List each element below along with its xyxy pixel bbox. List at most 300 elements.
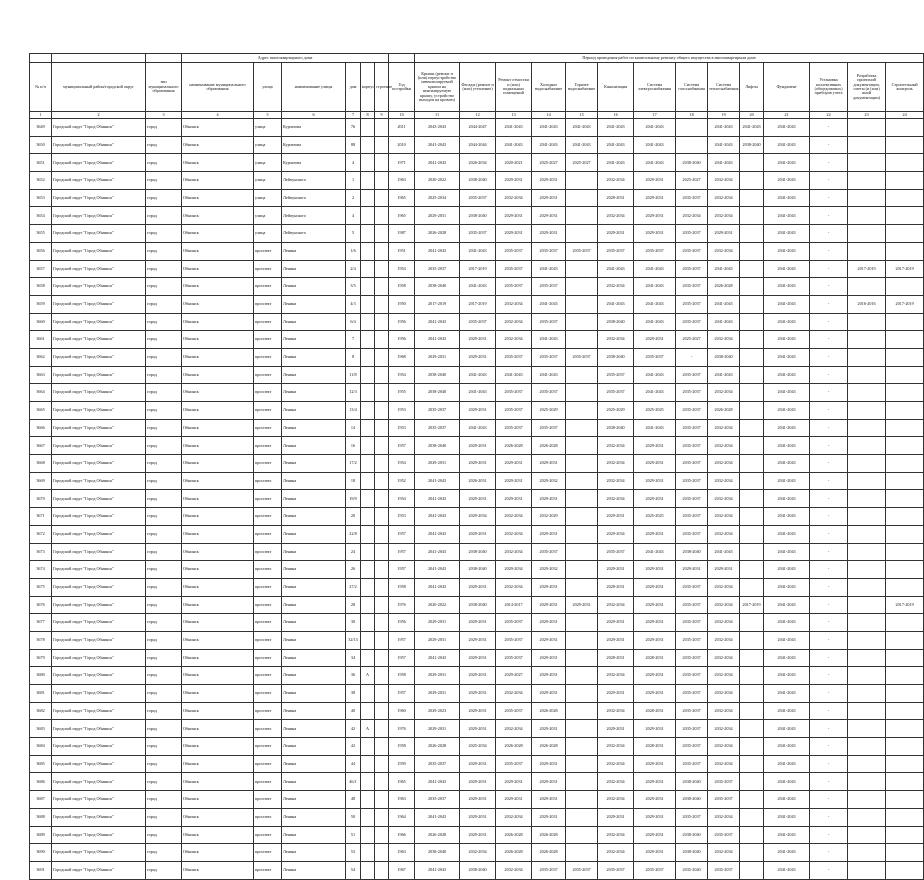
- table-cell: город: [146, 508, 182, 526]
- table-cell: [375, 755, 389, 773]
- table-cell: [848, 614, 886, 632]
- table-cell: [566, 543, 598, 561]
- table-cell: [886, 154, 924, 172]
- table-cell: [886, 508, 924, 526]
- table-cell: [886, 437, 924, 455]
- table-cell: 2035-2037: [496, 242, 532, 260]
- table-cell: город: [146, 472, 182, 490]
- table-cell: 2032-2034: [708, 437, 740, 455]
- table-cell: город: [146, 419, 182, 437]
- table-cell: [375, 260, 389, 278]
- table-row: [30, 596, 924, 614]
- table-cell: 40: [346, 702, 361, 720]
- table-cell: 3685: [30, 755, 52, 773]
- table-cell: 2035-2037: [496, 614, 532, 632]
- table-cell: -: [810, 614, 848, 632]
- table-cell: 2026-2034: [460, 154, 496, 172]
- table-cell: 3656: [30, 242, 52, 260]
- table-cell: 2035-2037: [566, 348, 598, 366]
- column-header: Ремонт отмостки и (или) подвальных помещений: [496, 63, 532, 112]
- table-cell: 2038-2040: [676, 154, 708, 172]
- table-cell: 2041-2043: [415, 773, 460, 791]
- table-cell: 2041-2043: [415, 490, 460, 508]
- table-cell: проспект: [254, 348, 282, 366]
- table-cell: город: [146, 384, 182, 402]
- table-cell: 2029-2031: [634, 578, 676, 596]
- table-cell: 3688: [30, 808, 52, 826]
- table-cell: 2032-2034: [708, 702, 740, 720]
- table-row: [30, 136, 924, 154]
- table-cell: 3671: [30, 508, 52, 526]
- table-cell: 50: [346, 808, 361, 826]
- table-cell: [886, 490, 924, 508]
- table-cell: 2041-2043: [415, 508, 460, 526]
- table-cell: Ленина: [282, 702, 346, 720]
- table-cell: 2032-2034: [708, 631, 740, 649]
- table-cell: 2029-2031: [460, 490, 496, 508]
- table-row: [30, 808, 924, 826]
- table-cell: 2041-2043: [764, 720, 810, 738]
- table-cell: 2041-2043: [764, 631, 810, 649]
- table-cell: 2029-2031: [634, 667, 676, 685]
- table-cell: 46/1: [346, 773, 361, 791]
- table-cell: [848, 366, 886, 384]
- table-cell: Обнинск: [182, 525, 254, 543]
- table-cell: 2032-2034: [708, 172, 740, 190]
- table-cell: 2029-2031: [598, 631, 634, 649]
- table-cell: Обнинск: [182, 242, 254, 260]
- table-cell: [566, 384, 598, 402]
- column-header: Строительный контроль: [886, 63, 924, 112]
- table-cell: 2041-2043: [764, 313, 810, 331]
- table-cell: 2017-2019: [848, 260, 886, 278]
- table-cell: 2032-2034: [460, 844, 496, 862]
- table-cell: проспект: [254, 490, 282, 508]
- table-cell: улица: [254, 119, 282, 137]
- table-cell: -: [810, 720, 848, 738]
- table-cell: [886, 720, 924, 738]
- table-cell: [375, 295, 389, 313]
- table-cell: город: [146, 702, 182, 720]
- table-cell: 2043-2043: [415, 119, 460, 137]
- table-cell: 2041-2043: [634, 119, 676, 137]
- table-cell: 2035-2037: [598, 366, 634, 384]
- table-cell: 3660: [30, 313, 52, 331]
- table-cell: [886, 384, 924, 402]
- table-cell: [361, 578, 375, 596]
- table-cell: 3686: [30, 773, 52, 791]
- table-cell: город: [146, 614, 182, 632]
- table-cell: город: [146, 738, 182, 756]
- table-cell: 2020-2021: [496, 154, 532, 172]
- table-cell: Обнинск: [182, 225, 254, 243]
- table-cell: 2041-2043: [598, 136, 634, 154]
- table-cell: [375, 455, 389, 473]
- table-cell: 2035-2037: [496, 649, 532, 667]
- table-cell: 1966: [389, 826, 415, 844]
- table-cell: город: [146, 720, 182, 738]
- table-cell: 2035-2037: [634, 348, 676, 366]
- table-cell: Городской округ "Город Обнинск": [52, 543, 146, 561]
- table-cell: [375, 331, 389, 349]
- table-cell: 20: [346, 508, 361, 526]
- table-cell: 2041-2043: [532, 119, 566, 137]
- table-cell: 3649: [30, 119, 52, 137]
- table-row: [30, 755, 924, 773]
- table-cell: [848, 331, 886, 349]
- table-cell: 2029-2031: [634, 437, 676, 455]
- table-cell: 2041-2043: [764, 561, 810, 579]
- table-cell: 2041-2043: [708, 136, 740, 154]
- table-cell: [566, 702, 598, 720]
- table-cell: проспект: [254, 631, 282, 649]
- table-row: [30, 331, 924, 349]
- table-cell: 2041-2043: [598, 260, 634, 278]
- table-cell: 2035-2037: [415, 755, 460, 773]
- table-cell: 1: [346, 172, 361, 190]
- table-cell: Городской округ "Город Обнинск": [52, 561, 146, 579]
- table-cell: 2029-2031: [634, 844, 676, 862]
- table-cell: -: [810, 808, 848, 826]
- table-cell: [375, 738, 389, 756]
- table-cell: проспект: [254, 313, 282, 331]
- table-cell: город: [146, 844, 182, 862]
- table-cell: Городской округ "Город Обнинск": [52, 649, 146, 667]
- table-cell: город: [146, 525, 182, 543]
- table-cell: 48: [346, 791, 361, 809]
- table-cell: Городской округ "Город Обнинск": [52, 631, 146, 649]
- table-cell: [361, 561, 375, 579]
- table-cell: 2032-2034: [708, 331, 740, 349]
- table-cell: 2029-2031: [496, 472, 532, 490]
- table-cell: 2029-2031: [460, 525, 496, 543]
- table-cell: 2032-2034: [598, 844, 634, 862]
- table-cell: город: [146, 295, 182, 313]
- table-cell: 2041-2043: [764, 402, 810, 420]
- table-cell: 2041-2043: [764, 154, 810, 172]
- table-row: [30, 508, 924, 526]
- table-cell: проспект: [254, 596, 282, 614]
- table-cell: [740, 278, 764, 296]
- table-cell: Городской округ "Город Обнинск": [52, 225, 146, 243]
- table-cell: -: [810, 278, 848, 296]
- table-cell: 2041-2043: [764, 702, 810, 720]
- table-cell: -: [810, 455, 848, 473]
- table-cell: 2041-2043: [634, 154, 676, 172]
- table-cell: [740, 402, 764, 420]
- table-cell: 2025-2027: [676, 172, 708, 190]
- table-cell: 2035-2037: [676, 755, 708, 773]
- table-cell: 4: [346, 154, 361, 172]
- table-cell: [566, 738, 598, 756]
- table-cell: -: [810, 419, 848, 437]
- table-cell: [740, 508, 764, 526]
- table-cell: [740, 472, 764, 490]
- table-row: [30, 207, 924, 225]
- column-number: 18: [676, 112, 708, 119]
- table-cell: 2032-2034: [496, 508, 532, 526]
- table-cell: [848, 543, 886, 561]
- table-cell: -: [810, 543, 848, 561]
- table-cell: 2025-2029: [598, 402, 634, 420]
- table-cell: [566, 207, 598, 225]
- column-number: 4: [182, 112, 254, 119]
- table-cell: [848, 348, 886, 366]
- table-cell: 2035-2037: [676, 472, 708, 490]
- table-cell: 2041-2043: [764, 649, 810, 667]
- table-cell: 2028-2031: [634, 738, 676, 756]
- table-cell: -: [810, 844, 848, 862]
- table-cell: [566, 225, 598, 243]
- table-cell: 2041-2043: [764, 189, 810, 207]
- table-row: [30, 348, 924, 366]
- table-row: [30, 172, 924, 190]
- table-cell: [848, 702, 886, 720]
- table-cell: 2029-2031: [634, 596, 676, 614]
- table-cell: 2041-2043: [764, 738, 810, 756]
- table-cell: 2038-2040: [708, 348, 740, 366]
- table-cell: 2032-2034: [598, 773, 634, 791]
- table-cell: 2029-2031: [460, 331, 496, 349]
- table-cell: 3681: [30, 685, 52, 703]
- table-cell: 2041-2043: [532, 295, 566, 313]
- column-header: Фундамент: [764, 63, 810, 112]
- table-cell: Обнинск: [182, 313, 254, 331]
- table-cell: Ленина: [282, 561, 346, 579]
- table-cell: 2029-2031: [532, 791, 566, 809]
- table-cell: 2041-2043: [764, 490, 810, 508]
- table-cell: улица: [254, 154, 282, 172]
- table-cell: 2032-2034: [598, 826, 634, 844]
- table-cell: [848, 154, 886, 172]
- table-cell: [361, 508, 375, 526]
- table-cell: 2029-2031: [634, 225, 676, 243]
- table-cell: 2029-2031: [496, 207, 532, 225]
- table-cell: [886, 525, 924, 543]
- table-cell: 1954: [389, 455, 415, 473]
- table-cell: [566, 755, 598, 773]
- table-cell: 44: [346, 755, 361, 773]
- table-cell: проспект: [254, 614, 282, 632]
- table-row: [30, 844, 924, 862]
- table-cell: [361, 525, 375, 543]
- table-cell: [848, 685, 886, 703]
- table-cell: 2029-2031: [460, 631, 496, 649]
- table-cell: [886, 119, 924, 137]
- table-cell: [361, 295, 375, 313]
- table-cell: [740, 543, 764, 561]
- table-cell: 2: [346, 189, 361, 207]
- table-cell: [566, 631, 598, 649]
- table-body: [30, 119, 924, 880]
- table-cell: -: [810, 402, 848, 420]
- table-cell: -: [810, 331, 848, 349]
- table-cell: Ленина: [282, 508, 346, 526]
- table-cell: 2029-2031: [460, 614, 496, 632]
- table-header: [30, 54, 924, 119]
- table-cell: 2041-2043: [532, 260, 566, 278]
- table-cell: 2041-2043: [634, 278, 676, 296]
- column-number: 7: [346, 112, 361, 119]
- table-cell: Ленина: [282, 242, 346, 260]
- table-cell: 2035-2037: [676, 578, 708, 596]
- table-cell: 2041-2043: [764, 755, 810, 773]
- table-cell: 2029-2031: [532, 773, 566, 791]
- table-cell: 2026-2028: [496, 844, 532, 862]
- table-cell: Ленина: [282, 667, 346, 685]
- table-cell: 2032-2034: [598, 437, 634, 455]
- table-cell: проспект: [254, 242, 282, 260]
- table-cell: 2029-2031: [460, 791, 496, 809]
- table-cell: [848, 189, 886, 207]
- table-cell: проспект: [254, 278, 282, 296]
- table-cell: [740, 172, 764, 190]
- table-cell: 2041-2043: [764, 437, 810, 455]
- table-cell: [886, 861, 924, 879]
- table-cell: -: [676, 348, 708, 366]
- table-cell: проспект: [254, 508, 282, 526]
- table-cell: [886, 172, 924, 190]
- table-cell: [886, 773, 924, 791]
- table-cell: [740, 861, 764, 879]
- table-cell: 1968: [389, 348, 415, 366]
- table-cell: Городской округ "Город Обнинск": [52, 614, 146, 632]
- table-cell: Обнинск: [182, 578, 254, 596]
- table-row: [30, 384, 924, 402]
- table-cell: 2035-2037: [415, 419, 460, 437]
- table-cell: 1987: [389, 225, 415, 243]
- table-cell: 88: [346, 136, 361, 154]
- table-cell: [886, 702, 924, 720]
- table-cell: 2025-2025: [634, 402, 676, 420]
- table-cell: [361, 419, 375, 437]
- table-cell: 1971: [389, 154, 415, 172]
- table-cell: Обнинск: [182, 826, 254, 844]
- table-cell: Ленина: [282, 631, 346, 649]
- table-cell: [566, 472, 598, 490]
- table-cell: 3687: [30, 791, 52, 809]
- table-cell: 6/4: [346, 313, 361, 331]
- table-cell: [361, 490, 375, 508]
- table-cell: 1964: [389, 808, 415, 826]
- table-cell: [361, 543, 375, 561]
- table-cell: 2029-2031: [598, 561, 634, 579]
- table-row: [30, 242, 924, 260]
- table-cell: 2029-2031: [532, 685, 566, 703]
- table-cell: [886, 826, 924, 844]
- table-cell: 2035-2037: [496, 348, 532, 366]
- table-cell: 1976: [389, 720, 415, 738]
- table-cell: 2032-2034: [708, 525, 740, 543]
- table-cell: [740, 260, 764, 278]
- column-number: 16: [598, 112, 634, 119]
- column-number: 6: [282, 112, 346, 119]
- table-cell: 2026-2028: [415, 738, 460, 756]
- header-cell: [52, 54, 146, 63]
- table-cell: [886, 402, 924, 420]
- table-cell: 7: [346, 331, 361, 349]
- table-cell: [886, 561, 924, 579]
- column-header: Фасады (ремонт и (или) утепление): [460, 63, 496, 112]
- table-cell: город: [146, 154, 182, 172]
- table-cell: 2041-2043: [708, 366, 740, 384]
- table-row: [30, 826, 924, 844]
- table-cell: 2035-2037: [676, 278, 708, 296]
- table-cell: 2035-2037: [676, 366, 708, 384]
- table-cell: [361, 136, 375, 154]
- table-cell: Обнинск: [182, 773, 254, 791]
- table-cell: 2041-2043: [764, 260, 810, 278]
- table-cell: -: [810, 437, 848, 455]
- table-cell: [566, 278, 598, 296]
- table-row: [30, 578, 924, 596]
- table-cell: [848, 525, 886, 543]
- table-cell: [361, 844, 375, 862]
- table-cell: 2029-2031: [460, 773, 496, 791]
- table-cell: Обнинск: [182, 260, 254, 278]
- table-cell: Обнинск: [182, 472, 254, 490]
- table-row: [30, 260, 924, 278]
- table-cell: 2029-2031: [415, 207, 460, 225]
- table-cell: 3676: [30, 596, 52, 614]
- table-cell: 2032-2029: [532, 508, 566, 526]
- table-cell: 2041-2043: [415, 136, 460, 154]
- table-cell: [848, 773, 886, 791]
- table-cell: 2041-2043: [764, 791, 810, 809]
- table-cell: [361, 207, 375, 225]
- table-cell: 2041-2043: [764, 119, 810, 137]
- table-cell: 3663: [30, 366, 52, 384]
- table-cell: город: [146, 755, 182, 773]
- table-cell: [740, 189, 764, 207]
- table-cell: 2041-2043: [764, 525, 810, 543]
- table-cell: 2029-2031: [532, 649, 566, 667]
- table-cell: 2032-2034: [598, 472, 634, 490]
- table-cell: 2041-2043: [415, 472, 460, 490]
- table-cell: [740, 631, 764, 649]
- table-cell: 3690: [30, 844, 52, 862]
- table-cell: 2041-2043: [460, 278, 496, 296]
- table-cell: Городской округ "Город Обнинск": [52, 755, 146, 773]
- table-cell: проспект: [254, 525, 282, 543]
- table-cell: Обнинск: [182, 596, 254, 614]
- table-cell: [375, 437, 389, 455]
- table-cell: 2035-2037: [566, 861, 598, 879]
- table-cell: -: [810, 561, 848, 579]
- column-header: наименование улицы: [282, 63, 346, 112]
- table-row: [30, 313, 924, 331]
- table-cell: 2038-2040: [415, 278, 460, 296]
- table-cell: город: [146, 543, 182, 561]
- table-cell: [740, 366, 764, 384]
- table-cell: 2032-2034: [598, 667, 634, 685]
- table-cell: 54: [346, 861, 361, 879]
- table-cell: 2041-2043: [764, 331, 810, 349]
- table-cell: 2041-2043: [764, 295, 810, 313]
- column-number: 23: [848, 112, 886, 119]
- table-cell: Ленина: [282, 490, 346, 508]
- column-header: дом: [346, 63, 361, 112]
- table-cell: город: [146, 596, 182, 614]
- table-cell: 2029-2031: [634, 207, 676, 225]
- table-cell: 2035-2037: [676, 614, 708, 632]
- table-cell: [740, 561, 764, 579]
- table-cell: 1955: [389, 384, 415, 402]
- table-row: [30, 791, 924, 809]
- table-cell: [886, 455, 924, 473]
- table-cell: 2041-2043: [415, 578, 460, 596]
- table-row: [30, 472, 924, 490]
